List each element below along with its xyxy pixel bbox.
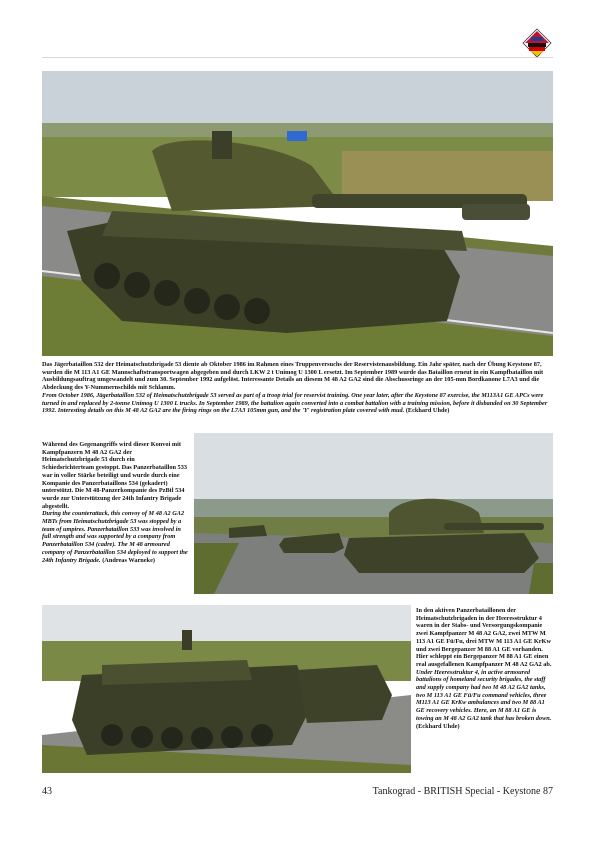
- caption-middle-english: During the counterattack, this convoy of M 48 A2 GA2 MBTs from Heimatschutzbrigade 53 was stopped by a team of umpires. Panzerbataillon 533 was involved in full strength and was supported by a company from Panzerbataillon 534 (cadre). The M 48 armoured company of Panzerbataillon 534 deployed to support the 24th Infantry Brigade.: [42, 510, 188, 564]
- caption-middle-credit: (Andreas Warneke): [102, 556, 155, 564]
- caption-bottom-credit: (Eckhard Uhde): [416, 722, 460, 730]
- photo-m48-tank-road: [42, 71, 553, 356]
- publisher-logo: [522, 28, 552, 58]
- photo-m88-recovery: [42, 605, 411, 773]
- caption-top-german: Das Jägerbataillon 532 der Heimatschutzbrigade 53 diente ab Oktober 1986 im Rahmen eines Truppenversuchs der Reservistenausbildung. Ein Jahr später, nach der Übung Keystone 87, wurden die M 113 A1 GE Mannschaftstransportwagen abgegeben und durch LKW 2 t Unimog U 1300 L ersetzt. Im September 1989 wurde das Bataillon erneut in ein Kampfbataillon mit Ausbildungsauftrag umgewandelt und zum 30. September 1992 aufgelöst. Interessante Details an diesem M 48 A2 GA2 sind die Abschussringe an der 105-mm Bordkanone L7A3 und die Abdeckung des Y-Nummernschilds mit Schlamm.: [42, 361, 544, 392]
- footer-title: Tankograd - BRITISH Special - Keystone 87: [372, 786, 553, 797]
- photo-m48-convoy: [194, 433, 553, 594]
- caption-top: [42, 361, 553, 415]
- caption-top-english: From October 1986, Jägerbataillon 532 of Heimatschutzbrigade 53 served as part of a troop trial for reservist training. One year later, after the Keystone 87 exercise, the M113A1 GE APCs were turned in and replaced by 2-tonne Unimog U 1300 L trucks. In September 1989, the battalion again converted into a combat battalion with a training mission, before it disbanded on 30 September 1992. Interesting details on this M 48 A2 GA2 are the firing rings on the L7A3 105mm gun, and the 'Y' registration plate covered with mud.: [42, 391, 548, 415]
- caption-bottom-german: In den aktiven Panzerbataillonen der Heimatschutzbrigaden in der Heeresstruktur 4 waren in der Stabs- und Versorgungskompanie zwei Kampfpanzer M 48 A2 GA2, zwei MTW M 113 A1 GE Fü/Fu, drei MTW M 113 A1 GE KrKw und zwei Bergepanzer M 88 A1 GE vorhanden. Hier schleppt ein Bergepanzer M 88 A1 GE einen real ausgefallenen Kampfpanzer M 48 A2 GA2 ab.: [416, 607, 552, 668]
- caption-top-credit: (Eckhard Uhde): [405, 407, 450, 415]
- page-number: 43: [42, 786, 52, 797]
- caption-middle: [42, 441, 188, 564]
- caption-bottom: [416, 607, 554, 730]
- caption-bottom-english: Under Heeresstruktur 4, in active armoured battalions of homeland security brigades, the staff and supply company had two M 48 A2 GA2 tanks, two M 113 A1 GE Fü/Fu command vehicles, three M113 A1 GE KrKw ambulances and two M 88 A1 GE recovery vehicles. Here, an M 88 A1 GE is towing an M 48 A2 GA2 tank that has broken down.: [416, 668, 552, 722]
- caption-middle-german: Während des Gegenangriffs wird dieser Konvoi mit Kampfpanzern M 48 A2 GA2 der Heimatschutzbrigade 53 durch ein Schiedsrichterteam gestoppt. Das Panzerbataillon 533 war in voller Stärke beteiligt und wurde durch eine Kompanie des Panzerbataillons 534 (gekadert) unterstützt. Die M 48-Panzerkompanie des PzBtl 534 wurde zur Unterstützung der 24th Infantry Brigade abgestellt.: [42, 441, 187, 510]
- header-rule: [42, 57, 553, 58]
